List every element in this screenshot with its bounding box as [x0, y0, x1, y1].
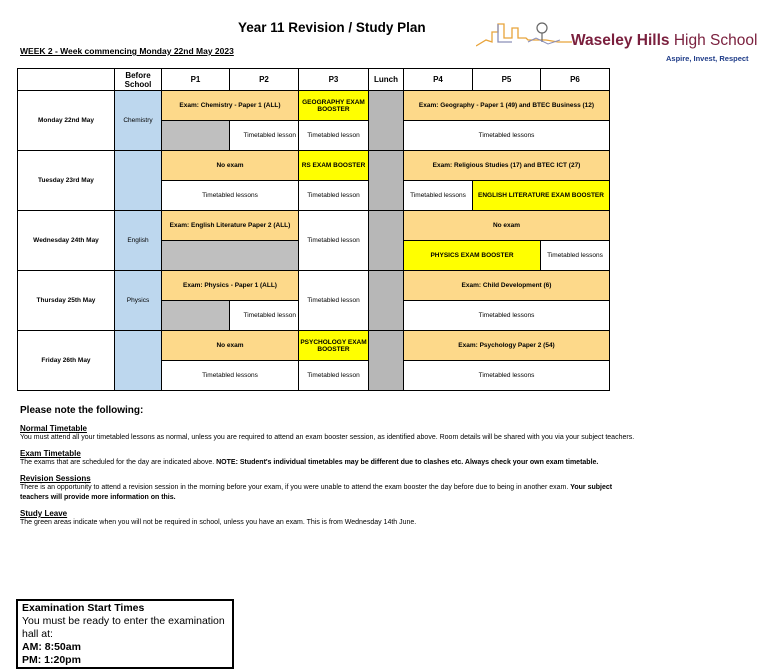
exam-timetable-heading: Exam Timetable	[20, 449, 81, 458]
header-p5: P5	[473, 69, 541, 91]
lesson-cell: Timetabled lessons	[404, 361, 610, 391]
booster-cell: ENGLISH LITERATURE EXAM BOOSTER	[473, 181, 610, 211]
booster-cell: PSYCHOLOGY EXAM BOOSTER	[299, 331, 369, 361]
header-p3: P3	[299, 69, 369, 91]
revision-sessions-heading: Revision Sessions	[20, 474, 91, 483]
revision-text-normal: There is an opportunity to attend a revision session in the morning before your exam, if you were unable to attend the exam booster the day before due to being in another exam.	[20, 484, 571, 491]
day-thursday: Thursday 25th May	[18, 271, 115, 331]
lesson-cell: Timetabled lesson	[230, 121, 299, 151]
day-friday: Friday 26th May	[18, 331, 115, 391]
exam-cell: Exam: Physics - Paper 1 (ALL)	[162, 271, 299, 301]
table-row	[18, 331, 610, 361]
header-p2: P2	[230, 69, 299, 91]
before-school-thursday: Physics	[115, 271, 162, 331]
school-name	[571, 32, 757, 50]
school-motto: Aspire, Invest, Respect	[666, 54, 749, 63]
lunch-cell	[369, 151, 404, 211]
header-row	[18, 69, 610, 91]
booster-cell: GEOGRAPHY EXAM BOOSTER	[299, 91, 369, 121]
exam-start-times-box	[16, 599, 234, 669]
exam-cell: Exam: Chemistry - Paper 1 (ALL)	[162, 91, 299, 121]
exam-cell: Exam: Religious Studies (17) and BTEC ICT (27)	[404, 151, 610, 181]
header-lunch: Lunch	[369, 69, 404, 91]
lesson-cell: Timetabled lessons	[404, 301, 610, 331]
notes-heading: Please note the following:	[20, 405, 144, 416]
lesson-cell: Timetabled lessons	[404, 121, 610, 151]
booster-cell: PHYSICS EXAM BOOSTER	[404, 241, 541, 271]
day-monday: Monday 22nd May	[18, 91, 115, 151]
revision-sessions-text	[20, 483, 640, 503]
header-p4: P4	[404, 69, 473, 91]
start-times-intro: You must be ready to enter the examination hall at:	[22, 615, 225, 640]
school-name-bold: Waseley Hills	[571, 32, 670, 49]
exam-cell: No exam	[162, 331, 299, 361]
exam-cell: No exam	[404, 211, 610, 241]
table-row	[18, 271, 610, 301]
notes-section	[20, 405, 640, 534]
header-p6: P6	[541, 69, 610, 91]
empty-cell	[162, 301, 230, 331]
week-heading: WEEK 2 - Week commencing Monday 22nd May 2023	[20, 46, 234, 56]
corner-cell	[18, 69, 115, 91]
table-row	[18, 91, 610, 121]
exam-timetable-text-normal: The exams that are scheduled for the day are indicated above.	[20, 459, 217, 466]
revision-text-bold: Your subject teachers will provide more information on this.	[20, 484, 613, 501]
lesson-cell: Timetabled lesson	[230, 301, 299, 331]
booster-cell: RS EXAM BOOSTER	[299, 151, 369, 181]
lunch-cell	[369, 331, 404, 391]
lesson-cell: Timetabled lesson	[299, 271, 369, 331]
exam-timetable-text	[20, 458, 640, 468]
day-tuesday: Tuesday 23rd May	[18, 151, 115, 211]
lesson-cell: Timetabled lessons	[404, 181, 473, 211]
normal-timetable-text: You must attend all your timetabled lessons as normal, unless you are required to attend an exam booster session, as identified above. Room details will be shared with you via your subject teachers.	[20, 434, 635, 441]
start-time-am: AM: 8:50am	[22, 641, 81, 653]
exam-cell: Exam: English Literature Paper 2 (ALL)	[162, 211, 299, 241]
page-title: Year 11 Revision / Study Plan	[238, 20, 426, 35]
exam-cell: Exam: Psychology Paper 2 (54)	[404, 331, 610, 361]
revision-timetable	[17, 68, 610, 391]
lesson-cell: Timetabled lesson	[299, 121, 369, 151]
lunch-cell	[369, 211, 404, 271]
header-before-school: Before School	[115, 69, 162, 91]
before-school-monday: Chemistry	[115, 91, 162, 151]
exam-timetable-text-bold: NOTE: Student's individual timetables may be different due to clashes etc. Always check your own exam timetable.	[216, 459, 599, 466]
before-school-friday	[115, 331, 162, 391]
lesson-cell: Timetabled lesson	[299, 181, 369, 211]
school-logo	[476, 16, 756, 68]
school-name-rest: High School	[673, 32, 758, 49]
empty-cell	[162, 241, 299, 271]
day-wednesday: Wednesday 24th May	[18, 211, 115, 271]
table-row	[18, 151, 610, 181]
study-leave-heading: Study Leave	[20, 509, 68, 518]
normal-timetable-heading: Normal Timetable	[20, 424, 87, 433]
header-p1: P1	[162, 69, 230, 91]
exam-cell: Exam: Child Development (6)	[404, 271, 610, 301]
exam-cell: Exam: Geography - Paper 1 (49) and BTEC Business (12)	[404, 91, 610, 121]
study-leave-text: The green areas indicate when you will not be required in school, unless you have an exam. This is from Wednesday 14th June.	[20, 519, 417, 526]
start-time-pm: PM: 1:20pm	[22, 654, 81, 666]
exam-cell: No exam	[162, 151, 299, 181]
lesson-cell: Timetabled lesson	[299, 361, 369, 391]
lunch-cell	[369, 271, 404, 331]
lesson-cell: Timetabled lesson	[299, 211, 369, 271]
empty-cell	[162, 121, 230, 151]
start-times-heading: Examination Start Times	[22, 602, 145, 614]
lunch-cell	[369, 91, 404, 151]
skyline-logo-icon	[476, 16, 576, 50]
table-row	[18, 211, 610, 241]
before-school-tuesday	[115, 151, 162, 211]
lesson-cell: Timetabled lessons	[162, 361, 299, 391]
lesson-cell: Timetabled lessons	[162, 181, 299, 211]
lesson-cell: Timetabled lessons	[541, 241, 610, 271]
before-school-wednesday: English	[115, 211, 162, 271]
